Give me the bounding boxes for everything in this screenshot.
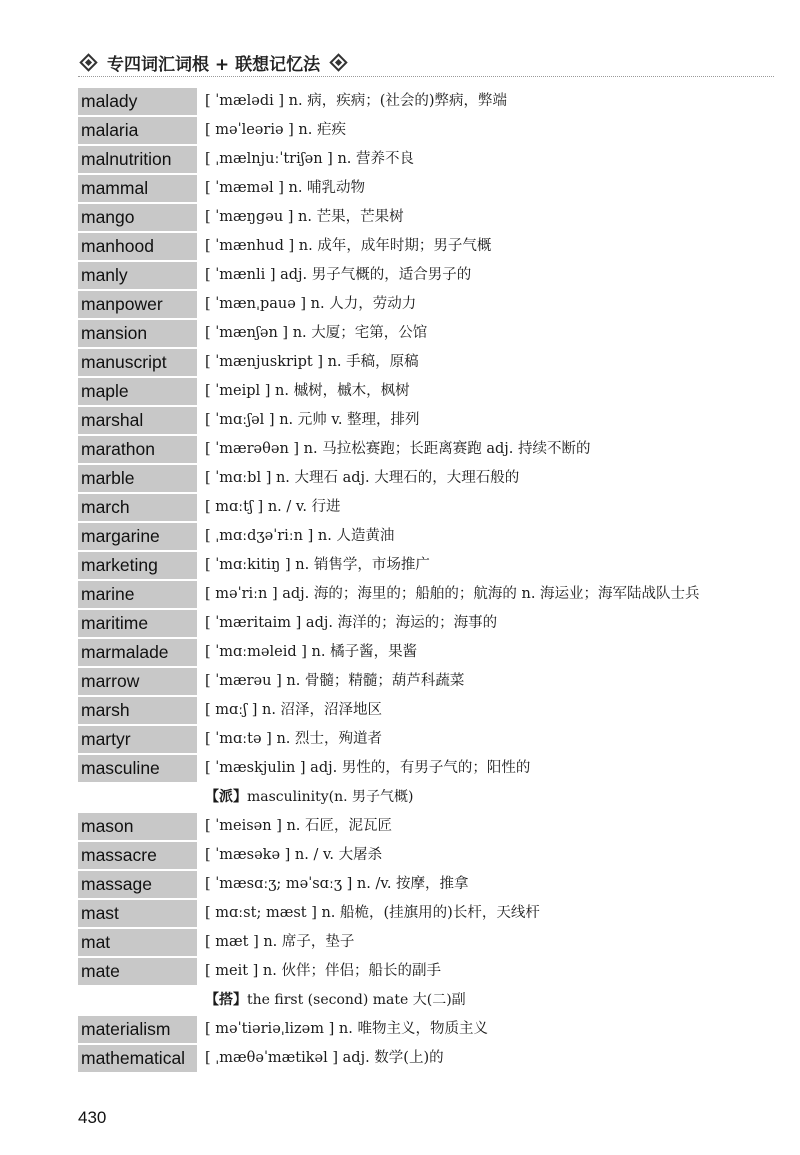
derivative-note	[78, 784, 774, 811]
vocabulary-list	[78, 88, 774, 1074]
headword: malnutrition	[78, 146, 197, 173]
definition: [ ˈmænʃən ] n. 大厦；宅第，公馆	[205, 325, 428, 341]
definition: [ ˈmælədi ] n. 病，疾病；(社会的)弊病，弊端	[205, 93, 508, 109]
definition: [ ˈmænˌpauə ] n. 人力，劳动力	[205, 296, 417, 312]
headword: mammal	[78, 175, 197, 202]
note-text: masculinity(n. 男子气概)	[247, 789, 414, 805]
definition: [ ˈmærəθən ] n. 马拉松赛跑；长距离赛跑 adj. 持续不断的	[205, 441, 591, 457]
headword: manpower	[78, 291, 197, 318]
header-title: 专四词汇词根 + 联想记忆法	[107, 55, 321, 75]
headword: manuscript	[78, 349, 197, 376]
vocab-entry	[78, 610, 774, 639]
headword: materialism	[78, 1016, 197, 1043]
headword: marrow	[78, 668, 197, 695]
definition: [ ˌmɑːdʒəˈriːn ] n. 人造黄油	[205, 528, 395, 544]
vocab-entry	[78, 1045, 774, 1074]
definition: [ ˌmæθəˈmætikəl ] adj. 数学(上)的	[205, 1050, 444, 1066]
definition: [ ˈmænjuskript ] n. 手稿，原稿	[205, 354, 419, 370]
definition: [ mæt ] n. 席子，垫子	[205, 934, 355, 950]
headword: marshal	[78, 407, 197, 434]
headword: mast	[78, 900, 197, 927]
definition: [ məˈriːn ] adj. 海的；海里的；船舶的；航海的 n. 海运业；海军陆战队士兵	[205, 586, 700, 602]
vocab-entry	[78, 146, 774, 175]
headword: marathon	[78, 436, 197, 463]
headword: mango	[78, 204, 197, 231]
definition: [ ˈmeipl ] n. 槭树，槭木，枫树	[205, 383, 410, 399]
vocab-entry	[78, 581, 774, 610]
vocab-entry	[78, 958, 774, 987]
vocab-entry	[78, 668, 774, 697]
definition: [ ˈmænli ] adj. 男子气概的，适合男子的	[205, 267, 472, 283]
definition: [ ˌmælnjuːˈtriʃən ] n. 营养不良	[205, 151, 414, 167]
headword: margarine	[78, 523, 197, 550]
definition: [ ˈmɑːkitiŋ ] n. 销售学，市场推广	[205, 557, 430, 573]
headword: mathematical	[78, 1045, 197, 1072]
vocab-entry	[78, 204, 774, 233]
definition: [ ˈmɑːbl ] n. 大理石 adj. 大理石的，大理石般的	[205, 470, 520, 486]
definition: [ ˈmæritaim ] adj. 海洋的；海运的；海事的	[205, 615, 498, 631]
vocab-entry	[78, 262, 774, 291]
definition: [ məˈleəriə ] n. 疟疾	[205, 122, 346, 138]
headword: mate	[78, 958, 197, 985]
vocab-entry	[78, 320, 774, 349]
headword: mason	[78, 813, 197, 840]
page-number: 430	[78, 1108, 107, 1127]
vocab-entry	[78, 842, 774, 871]
headword: marsh	[78, 697, 197, 724]
vocab-entry	[78, 523, 774, 552]
definition: [ ˈmæsɑːʒ; məˈsɑːʒ ] n. /v. 按摩，推拿	[205, 876, 469, 892]
headword: marine	[78, 581, 197, 608]
vocab-entry	[78, 117, 774, 146]
vocab-entry	[78, 813, 774, 842]
definition: [ meit ] n. 伙伴；伴侣；船长的副手	[205, 963, 441, 979]
vocab-entry	[78, 407, 774, 436]
vocab-entry	[78, 1016, 774, 1045]
vocab-entry	[78, 233, 774, 262]
headword: manly	[78, 262, 197, 289]
derivative-note	[78, 987, 774, 1014]
vocab-entry	[78, 88, 774, 117]
vocab-entry	[78, 755, 774, 784]
vocab-entry	[78, 378, 774, 407]
vocab-entry	[78, 639, 774, 668]
headword: manhood	[78, 233, 197, 260]
note-tag: 【搭】	[205, 992, 247, 1008]
vocab-entry	[78, 349, 774, 378]
headword: massacre	[78, 842, 197, 869]
vocab-entry	[78, 726, 774, 755]
headword: marble	[78, 465, 197, 492]
vocab-entry	[78, 697, 774, 726]
diamond-ornament-icon	[329, 53, 347, 71]
vocab-entry	[78, 929, 774, 958]
definition: [ mɑːst; mæst ] n. 船桅，(挂旗用的)长杆，天线杆	[205, 905, 540, 921]
headword: mat	[78, 929, 197, 956]
headword: malaria	[78, 117, 197, 144]
note-text: the first (second) mate 大(二)副	[247, 992, 466, 1008]
vocab-entry	[78, 175, 774, 204]
definition: [ ˈmæskjulin ] adj. 男性的，有男子气的；阳性的	[205, 760, 531, 776]
note-tag: 【派】	[205, 789, 247, 805]
vocab-entry	[78, 494, 774, 523]
vocab-entry	[78, 291, 774, 320]
headword: malady	[78, 88, 197, 115]
definition: [ ˈmɑːʃəl ] n. 元帅 v. 整理，排列	[205, 412, 420, 428]
definition: [ məˈtiəriəˌlizəm ] n. 唯物主义，物质主义	[205, 1021, 488, 1037]
definition: [ ˈmæŋgəu ] n. 芒果，芒果树	[205, 209, 404, 225]
headword: marmalade	[78, 639, 197, 666]
definition: [ ˈmæsəkə ] n. / v. 大屠杀	[205, 847, 383, 863]
definition: [ ˈmɑːtə ] n. 烈士，殉道者	[205, 731, 383, 747]
definition: [ mɑːtʃ ] n. / v. 行进	[205, 499, 341, 515]
headword: massage	[78, 871, 197, 898]
vocab-entry	[78, 465, 774, 494]
headword: martyr	[78, 726, 197, 753]
definition: [ ˈmæməl ] n. 哺乳动物	[205, 180, 366, 196]
diamond-ornament-icon	[79, 53, 97, 71]
definition: [ ˈmænhud ] n. 成年，成年时期；男子气概	[205, 238, 492, 254]
running-header	[78, 50, 349, 75]
headword: maple	[78, 378, 197, 405]
vocab-entry	[78, 436, 774, 465]
headword: marketing	[78, 552, 197, 579]
header-divider	[78, 76, 774, 77]
definition: [ ˈmɑːməleid ] n. 橘子酱，果酱	[205, 644, 418, 660]
definition: [ ˈmeisən ] n. 石匠，泥瓦匠	[205, 818, 393, 834]
vocab-entry	[78, 900, 774, 929]
definition: [ mɑːʃ ] n. 沼泽，沼泽地区	[205, 702, 383, 718]
headword: mansion	[78, 320, 197, 347]
definition: [ ˈmærəu ] n. 骨髓；精髓；葫芦科蔬菜	[205, 673, 465, 689]
vocab-entry	[78, 871, 774, 900]
vocab-entry	[78, 552, 774, 581]
headword: march	[78, 494, 197, 521]
headword: masculine	[78, 755, 197, 782]
headword: maritime	[78, 610, 197, 637]
